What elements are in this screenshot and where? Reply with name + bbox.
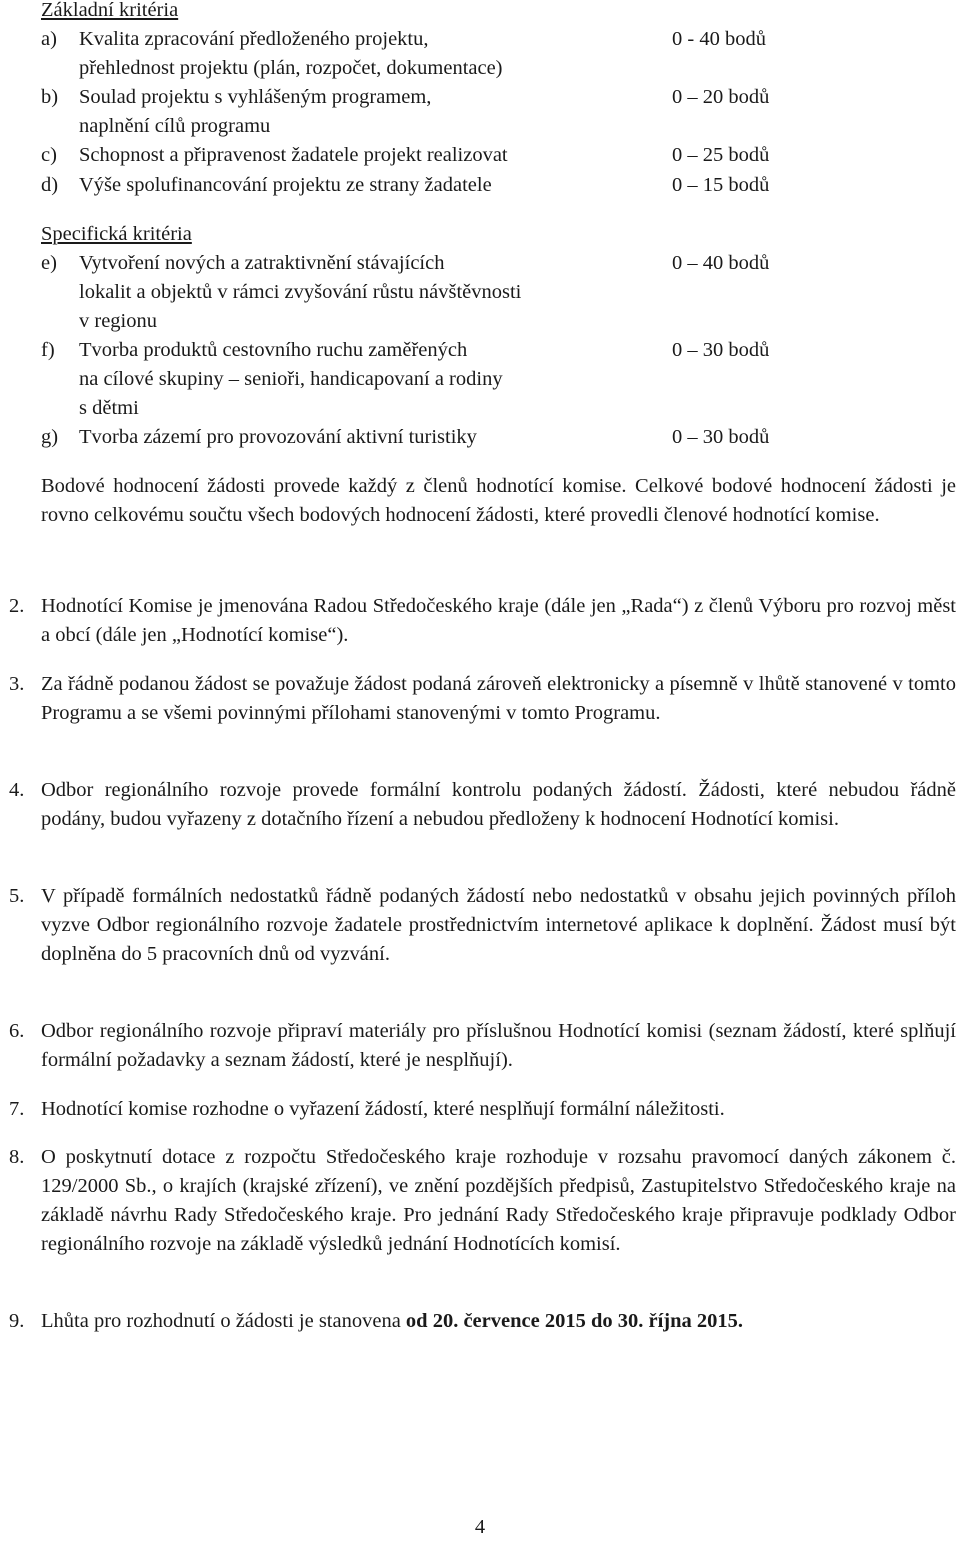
item-text: V případě formálních nedostatků řádně podaných žádostí nebo nedostatků v obsahu jejich povinných příloh vyzve Odbor regionálního rozvoje žadatele prostřednictvím internetové aplikace k doplnění. Žádost musí být doplněna do 5 pracovních dnů od vyzvání. — [41, 885, 956, 965]
item-number: 8. — [9, 1146, 25, 1168]
criterion-text: Vytvoření nových a zatraktivnění stávajících — [79, 252, 445, 274]
criterion-text: Schopnost a připravenost žadatele projekt realizovat — [79, 144, 508, 166]
item-number: 9. — [9, 1310, 25, 1332]
criterion-text: Tvorba zázemí pro provozování aktivní turistiky — [79, 426, 477, 448]
criterion-text: Výše spolufinancování projektu ze strany žadatele — [79, 174, 492, 196]
criterion-text: v regionu — [79, 310, 157, 332]
deadline-dates: od 20. července 2015 do 30. října 2015. — [405, 1310, 743, 1332]
item-text: O poskytnutí dotace z rozpočtu Středočeského kraje rozhoduje v rozsahu pravomocí daných zákonem č. 129/2000 Sb., o krajích (krajské zřízení), ve znění pozdějších předpisů, Zastupitelstvo Středočeského kraje na základě návrhu Rady Středočeského kraje. Pro jednání Rady Středočeského kraje připravuje podklady Odbor regionálního rozvoje na základě výsledků jednání Hodnotících komisí. — [41, 1146, 956, 1255]
criterion-text: přehlednost projektu (plán, rozpočet, dokumentace) — [79, 57, 503, 79]
criterion-letter: b) — [41, 86, 59, 108]
criterion-letter: a) — [41, 28, 57, 50]
item-number: 6. — [9, 1020, 25, 1042]
criterion-text: Soulad projektu s vyhlášeným programem, — [79, 86, 432, 108]
basic-criteria-heading: Základní kritéria — [41, 0, 179, 21]
criterion-points: 0 – 15 bodů — [672, 174, 770, 196]
evaluation-paragraph: Bodové hodnocení žádosti provede každý z členů hodnotící komise. Celkové bodové hodnocení žádosti je rovno celkovému součtu všech bodových hodnocení žádosti, které provedli členové hodnotící komise. — [41, 475, 956, 526]
criterion-letter: e) — [41, 252, 57, 274]
item-text: Hodnotící komise rozhodne o vyřazení žádostí, které nesplňují formální náležitosti. — [41, 1098, 725, 1120]
item-number: 5. — [9, 885, 25, 907]
criterion-letter: g) — [41, 426, 59, 448]
criterion-points: 0 – 20 bodů — [672, 86, 770, 108]
criterion-letter: c) — [41, 144, 57, 166]
item-text: Za řádně podanou žádost se považuje žádost podaná zároveň elektronicky a písemně v lhůtě stanovené v tomto Programu a se všemi povinnými přílohami stanovenými v tomto Programu. — [41, 673, 956, 724]
criterion-letter: f) — [41, 339, 55, 361]
criterion-letter: d) — [41, 174, 59, 196]
criterion-text: Tvorba produktů cestovního ruchu zaměřených — [79, 339, 468, 361]
item-text: Odbor regionálního rozvoje připraví materiály pro příslušnou Hodnotící komisi (seznam žádostí, které splňují formální požadavky a seznam žádostí, které je nesplňují). — [41, 1020, 956, 1071]
specific-criteria-heading: Specifická kritéria — [41, 223, 192, 245]
page-number: 4 — [474, 1516, 486, 1538]
item-number: 7. — [9, 1098, 25, 1120]
criterion-points: 0 – 30 bodů — [672, 426, 770, 448]
criterion-points: 0 – 30 bodů — [672, 339, 770, 361]
item-number: 2. — [9, 595, 25, 617]
item-text-prefix: Lhůta pro rozhodnutí o žádosti je stanovena — [41, 1310, 406, 1332]
criterion-text: Kvalita zpracování předloženého projektu, — [79, 28, 429, 50]
criterion-text: naplnění cílů programu — [79, 115, 271, 137]
criterion-points: 0 - 40 bodů — [672, 28, 766, 50]
item-text: Hodnotící Komise je jmenována Radou Středočeského kraje (dále jen „Rada“) z členů Výboru pro rozvoj měst a obcí (dále jen „Hodnotící komise“). — [41, 595, 956, 646]
criterion-points: 0 – 40 bodů — [672, 252, 770, 274]
item-text: Odbor regionálního rozvoje provede formální kontrolu podaných žádostí. Žádosti, které nebudou řádně podány, budou vyřazeny z dotačního řízení a nebudou předloženy k hodnocení Hodnotící komisi. — [41, 779, 956, 830]
criterion-text: lokalit a objektů v rámci zvyšování růstu návštěvnosti — [79, 281, 522, 303]
item-text — [41, 1307, 956, 1336]
criterion-text: na cílové skupiny – senioři, handicapovaní a rodiny — [79, 368, 503, 390]
criterion-points: 0 – 25 bodů — [672, 144, 770, 166]
item-number: 4. — [9, 779, 25, 801]
criterion-text: s dětmi — [79, 397, 139, 419]
item-number: 3. — [9, 673, 25, 695]
